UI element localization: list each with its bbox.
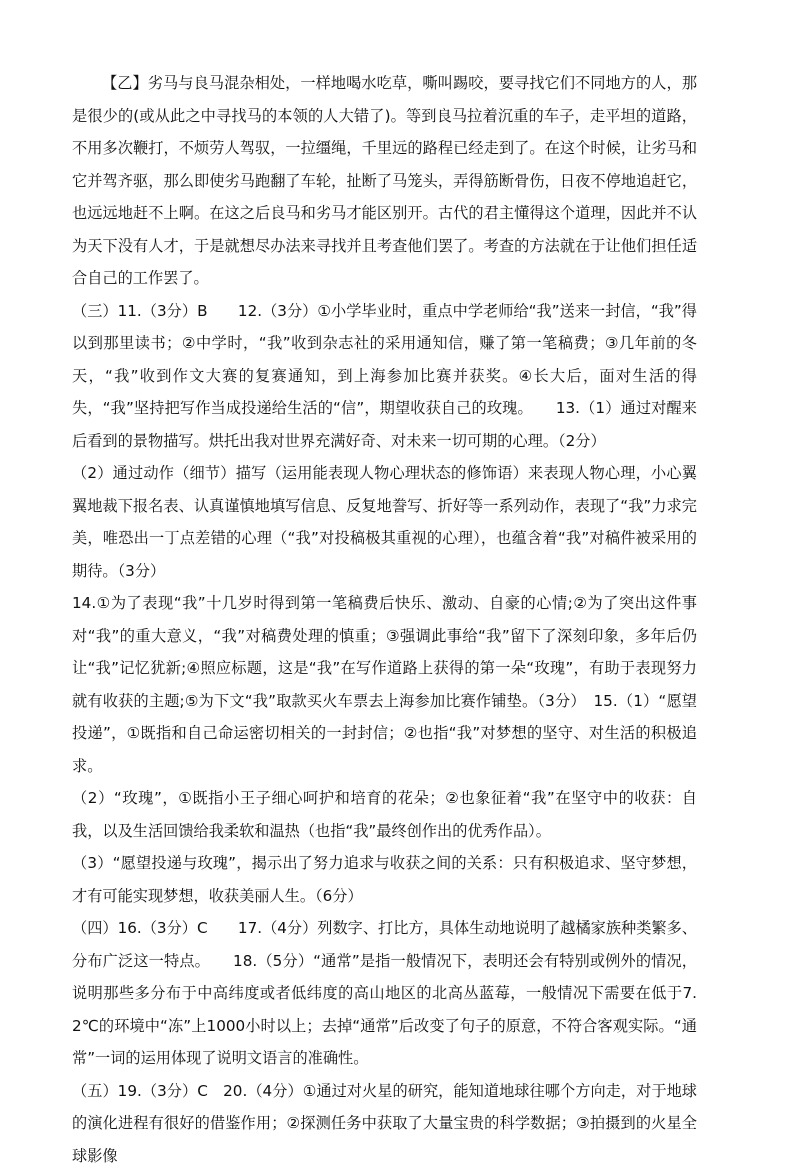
- paragraph-yi-translation: 【乙】劣马与良马混杂相处，一样地喝水吃草，嘶叫踢咬，要寻找它们不同地方的人，那是很少的(或从此之中寻找马的本领的人大错了)。等到良马拉着沉重的车子，走平坦的道路，不用多次鞭打，不烦劳人驾驭，一拉缰绳，千里远的路程已经走到了。在这个时候，让劣马和它并驾齐驱，那么即使劣马跑翻了车轮，扯断了马笼头，弄得筋断骨伤，日夜不停地追赶它，也远远地赶不上啊。在这之后良马和劣马才能区别开。古代的君主懂得这个道理，因此并不认为天下没有人才，于是就想尽办法来寻找并且考查他们罢了。考查的方法就在于让他们担任适合自己的工作罢了。: [72, 67, 697, 295]
- paragraph-q15-part2: （2）“玫瑰”，①既指小王子细心呵护和培育的花朵；②也象征着“我”在坚守中的收获：自我，以及生活回馈给我柔软和温热（也指“我”最终创作出的优秀作品）。: [72, 782, 697, 847]
- paragraph-q13-part2: （2）通过动作（细节）描写（运用能表现人物心理状态的修饰语）来表现人物心理，小心翼翼地裁下报名表、认真谨慎地填写信息、反复地誊写、折好等一系列动作，表现了“我”力求完美，唯恐出一丁点差错的心理（“我”对投稿极其重视的心理），也蕴含着“我”对稿件被采用的期待。（3分）: [72, 457, 697, 587]
- paragraph-q15-part3: （3）“愿望投递与玫瑰”，揭示出了努力追求与收获之间的关系：只有积极追求、坚守梦想，才有可能实现梦想，收获美丽人生。（6分）: [72, 847, 697, 912]
- paragraph-section-three-answers: （三）11.（3分）B 12.（3分）①小学毕业时，重点中学老师给“我”送来一封信，“我”得以到那里读书；②中学时，“我”收到杂志社的采用通知信，赚了第一笔稿费；③几年前的冬天，“我”收到作文大赛的复赛通知，到上海参加比赛并获奖。④长大后，面对生活的得失，“我”坚持把写作当成投递给生活的“信”，期望收获自己的玫瑰。 13.（1）通过对醒来后看到的景物描写。烘托出我对世界充满好奇、对未来一切可期的心理。（2分）: [72, 295, 697, 458]
- paragraph-q14-q15: 14.①为了表现“我”十几岁时得到第一笔稿费后快乐、激动、自豪的心情;②为了突出这件事对“我”的重大意义，“我”对稿费处理的慎重；③强调此事给“我”留下了深刻印象，多年后仍让“我”记忆犹新;④照应标题，这是“我”在写作道路上获得的第一朵“玫瑰”，有助于表现努力就有收获的主题;⑤为下文“我”取款买火车票去上海参加比赛作铺垫。（3分） 15.（1）“愿望投递”，①既指和自己命运密切相关的一封封信；②也指“我”对梦想的坚守、对生活的积极追求。: [72, 587, 697, 782]
- paragraph-section-five-answers: （五）19.（3分）C 20.（4分）①通过对火星的研究，能知道地球往哪个方向走，对于地球的演化进程有很好的借鉴作用；②探测任务中获取了大量宝贵的科学数据；③拍摄到的火星全球影像: [72, 1075, 697, 1172]
- answer-text-body: [72, 67, 697, 1172]
- paragraph-section-four-answers: （四）16.（3分）C 17.（4分）列数字、打比方，具体生动地说明了越橘家族种类繁多、分布广泛这一特点。 18.（5分）“通常”是指一般情况下，表明还会有特别或例外的情况，说明那些多分布于中高纬度或者低纬度的高山地区的北高丛蓝莓，一般情况下需要在低于7.2℃的环境中“冻”上1000小时以上；去掉“通常”后改变了句子的原意，不符合客观实际。“通常”一词的运用体现了说明文语言的准确性。: [72, 912, 697, 1075]
